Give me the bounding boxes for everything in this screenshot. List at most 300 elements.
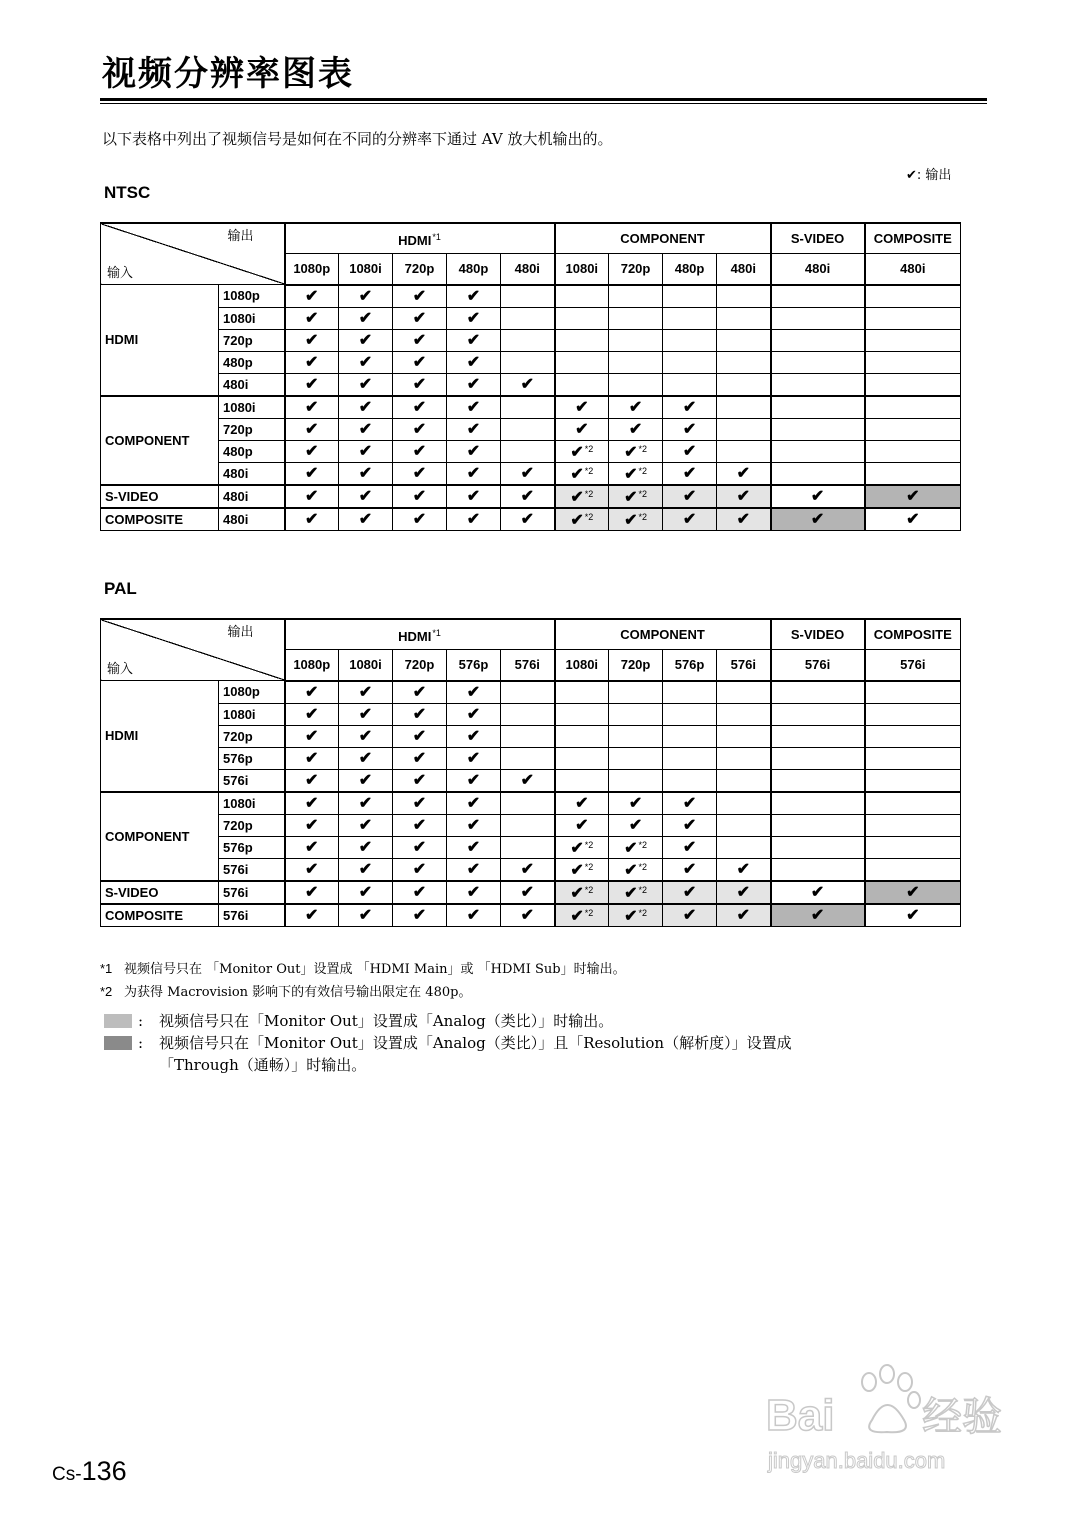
- check-icon: ✔: [305, 398, 319, 416]
- check-icon: ✔: [570, 489, 584, 506]
- output-res-header: 576p: [663, 650, 717, 681]
- output-cell: [393, 881, 447, 904]
- output-cell: [447, 814, 501, 836]
- check-icon: ✔: [412, 838, 427, 856]
- output-cell: [609, 836, 663, 858]
- check-icon: ✔: [305, 331, 319, 349]
- check-icon: ✔: [358, 771, 373, 789]
- check-icon: ✔: [412, 883, 427, 901]
- check-icon: ✔: [305, 487, 319, 505]
- check-icon: ✔: [412, 331, 427, 349]
- check-icon: ✔: [570, 862, 584, 879]
- output-cell: [555, 836, 609, 858]
- output-cell: [717, 351, 771, 373]
- output-cell: [339, 440, 393, 462]
- output-cell: [663, 881, 717, 904]
- check-icon: ✔: [628, 420, 643, 438]
- output-cell: [447, 904, 501, 927]
- input-res-label: 576i: [219, 904, 285, 927]
- output-cell: [285, 904, 339, 927]
- check-icon: ✔: [520, 487, 534, 505]
- check-icon: ✔: [520, 771, 534, 789]
- output-cell: [717, 462, 771, 485]
- output-cell: [501, 881, 555, 904]
- check-icon: ✔: [906, 510, 920, 528]
- table-row: [101, 881, 961, 904]
- check-icon: ✔: [358, 883, 373, 901]
- input-group-label: HDMI: [101, 681, 219, 792]
- output-cell: [285, 725, 339, 747]
- input-res-label: 480i: [219, 508, 285, 531]
- check-icon: ✔: [570, 512, 584, 529]
- output-cell: [663, 485, 717, 508]
- output-cell: [339, 769, 393, 792]
- output-cell: [339, 485, 393, 508]
- input-res-label: 576i: [219, 881, 285, 904]
- output-cell: [865, 836, 961, 858]
- footnote-ref: *2: [638, 466, 647, 476]
- check-icon: ✔: [358, 838, 373, 856]
- output-cell: [865, 462, 961, 485]
- check-icon: ✔: [305, 883, 319, 901]
- input-res-label: 480i: [219, 485, 285, 508]
- footnote-ref: *2: [638, 885, 647, 895]
- output-cell: [771, 329, 865, 351]
- output-cell: [609, 485, 663, 508]
- output-cell: [609, 396, 663, 419]
- check-icon: ✔: [736, 510, 750, 528]
- output-cell: [717, 725, 771, 747]
- output-cell: [501, 307, 555, 329]
- check-icon: ✔: [682, 398, 697, 416]
- table-row: [101, 858, 961, 881]
- check-icon: ✔: [906, 487, 920, 505]
- hdmi-output-header: [285, 619, 555, 650]
- output-cell: [771, 858, 865, 881]
- output-cell: [447, 351, 501, 373]
- output-res-header: 1080i: [555, 650, 609, 681]
- hdmi-header-text: HDMI: [398, 232, 432, 248]
- output-cell: [663, 396, 717, 419]
- output-cell: [609, 814, 663, 836]
- io-corner-cell: [101, 619, 285, 681]
- check-icon: ✔: [736, 860, 750, 878]
- output-cell: [339, 814, 393, 836]
- output-cell: [717, 904, 771, 927]
- check-icon: ✔: [682, 860, 697, 878]
- output-cell: [447, 440, 501, 462]
- output-cell: [555, 329, 609, 351]
- table-row: [101, 681, 961, 704]
- output-axis-label: 输出: [227, 228, 254, 243]
- footnote-2: [100, 981, 626, 1004]
- check-icon: ✔: [466, 331, 481, 349]
- output-cell: [339, 307, 393, 329]
- check-icon: ✔: [358, 420, 373, 438]
- check-icon: ✔: [466, 510, 481, 528]
- check-icon: ✔: [570, 908, 584, 925]
- check-icon: ✔: [305, 794, 319, 812]
- output-res-header: 576i: [501, 650, 555, 681]
- output-cell: [339, 418, 393, 440]
- table-row: [101, 329, 961, 351]
- output-cell: [501, 814, 555, 836]
- footnote-ref: *2: [584, 840, 594, 850]
- output-cell: [771, 462, 865, 485]
- check-icon: ✔: [358, 375, 373, 393]
- output-cell: [447, 373, 501, 396]
- table-row: [101, 440, 961, 462]
- check-icon: ✔: [570, 466, 584, 483]
- check-icon: ✔: [412, 309, 427, 327]
- output-cell: [771, 307, 865, 329]
- output-cell: [501, 747, 555, 769]
- output-cell: [663, 508, 717, 531]
- output-cell: [717, 418, 771, 440]
- composite-output-header: COMPOSITE: [865, 619, 961, 650]
- output-cell: [717, 485, 771, 508]
- shade-key-text: 视频信号只在「Monitor Out」设置成「Analog（类比）」时输出。: [159, 1012, 614, 1030]
- check-icon: ✔: [412, 860, 427, 878]
- output-cell: [285, 881, 339, 904]
- output-cell: [609, 703, 663, 725]
- footnote-ref: *2: [584, 466, 594, 476]
- check-icon: ✔: [682, 794, 697, 812]
- check-icon: ✔: [305, 906, 319, 924]
- output-cell: [717, 307, 771, 329]
- input-group-label: HDMI: [101, 285, 219, 396]
- output-cell: [663, 769, 717, 792]
- output-cell: [339, 351, 393, 373]
- check-icon: ✔: [358, 442, 373, 460]
- output-cell: [393, 814, 447, 836]
- check-icon: ✔: [358, 353, 373, 371]
- output-cell: [609, 904, 663, 927]
- table-row: [101, 814, 961, 836]
- output-cell: [717, 836, 771, 858]
- output-axis-label: 输出: [227, 624, 254, 639]
- table-row: [101, 508, 961, 531]
- output-cell: [285, 462, 339, 485]
- io-corner-cell: [101, 223, 285, 285]
- output-cell: [501, 485, 555, 508]
- check-icon: ✔: [570, 885, 584, 902]
- check-icon: ✔: [810, 883, 825, 901]
- output-cell: [393, 485, 447, 508]
- input-group-label: COMPONENT: [101, 396, 219, 485]
- check-icon: ✔: [412, 442, 427, 460]
- check-icon: ✔: [466, 838, 481, 856]
- check-icon: ✔: [520, 375, 534, 393]
- check-icon: ✔: [305, 287, 319, 305]
- output-cell: [865, 418, 961, 440]
- shade-key-dark: : 视频信号只在「Monitor Out」设置成「Analog（类比）」且「Resolution（解析度）」设置成 「Through（通畅）」时输出。: [104, 1032, 792, 1076]
- output-cell: [865, 285, 961, 308]
- output-cell: [609, 285, 663, 308]
- output-cell: [393, 725, 447, 747]
- output-cell: [339, 681, 393, 704]
- table-row: [101, 285, 961, 308]
- output-cell: [865, 904, 961, 927]
- output-cell: [555, 440, 609, 462]
- output-cell: [717, 373, 771, 396]
- check-icon: ✔: [358, 816, 373, 834]
- check-icon: ✔: [412, 906, 427, 924]
- output-res-header: 480i: [501, 254, 555, 285]
- output-res-header: 1080i: [555, 254, 609, 285]
- check-icon: ✔: [305, 442, 319, 460]
- input-res-label: 720p: [219, 329, 285, 351]
- output-cell: [663, 858, 717, 881]
- output-cell: [663, 351, 717, 373]
- input-res-label: 1080i: [219, 792, 285, 815]
- check-icon: ✔: [305, 420, 319, 438]
- output-cell: [609, 307, 663, 329]
- output-res-header: 720p: [393, 254, 447, 285]
- output-cell: [501, 285, 555, 308]
- check-icon: ✔: [736, 487, 750, 505]
- input-group-label: COMPOSITE: [101, 904, 219, 927]
- check-icon: ✔: [358, 309, 373, 327]
- input-axis-label: 输入: [107, 661, 134, 676]
- output-cell: [771, 769, 865, 792]
- output-cell: [771, 351, 865, 373]
- output-cell: [609, 881, 663, 904]
- output-cell: [865, 681, 961, 704]
- check-icon: ✔: [466, 375, 481, 393]
- output-cell: [609, 747, 663, 769]
- paw-icon: [862, 1365, 920, 1432]
- footnote-ref: *2: [584, 862, 594, 872]
- output-res-header: 720p: [609, 650, 663, 681]
- output-cell: [393, 329, 447, 351]
- check-icon: ✔: [810, 487, 825, 505]
- output-cell: [771, 725, 865, 747]
- output-cell: [771, 904, 865, 927]
- table-row: [101, 462, 961, 485]
- output-cell: [339, 462, 393, 485]
- output-cell: [663, 373, 717, 396]
- output-cell: [447, 769, 501, 792]
- footnote-ref: *2: [584, 444, 594, 454]
- output-cell: [393, 307, 447, 329]
- output-cell: [339, 881, 393, 904]
- output-cell: [447, 329, 501, 351]
- output-cell: [717, 681, 771, 704]
- check-icon: ✔: [358, 727, 373, 745]
- check-icon: ✔: [305, 309, 319, 327]
- output-cell: [555, 814, 609, 836]
- check-icon: ✔: [575, 398, 589, 416]
- check-icon: ✔: [305, 749, 319, 767]
- output-cell: [285, 307, 339, 329]
- check-icon: ✔: [412, 487, 427, 505]
- output-cell: [501, 769, 555, 792]
- output-cell: [447, 681, 501, 704]
- check-icon: ✔: [624, 908, 638, 925]
- output-cell: [501, 508, 555, 531]
- output-cell: [771, 285, 865, 308]
- output-cell: [285, 285, 339, 308]
- output-cell: [555, 904, 609, 927]
- input-res-label: 480p: [219, 440, 285, 462]
- check-icon: ✔: [358, 510, 373, 528]
- output-cell: [609, 508, 663, 531]
- check-icon: ✔: [466, 906, 481, 924]
- input-group-label: S-VIDEO: [101, 485, 219, 508]
- output-cell: [865, 373, 961, 396]
- input-group-label: COMPOSITE: [101, 508, 219, 531]
- check-icon: ✔: [358, 860, 373, 878]
- output-cell: [447, 418, 501, 440]
- check-icon: ✔: [466, 464, 481, 482]
- output-cell: [771, 747, 865, 769]
- check-icon: ✔: [305, 771, 319, 789]
- pal-label: PAL: [104, 579, 137, 598]
- output-cell: [501, 681, 555, 704]
- check-icon: ✔: [466, 442, 481, 460]
- svg-text:jingyan.baidu.com: jingyan.baidu.com: [768, 1448, 946, 1473]
- output-cell: [447, 703, 501, 725]
- input-res-label: 480i: [219, 462, 285, 485]
- footnote-key: *1: [100, 961, 113, 976]
- check-icon: ✔: [575, 420, 589, 438]
- output-cell: [717, 285, 771, 308]
- output-cell: [501, 462, 555, 485]
- check-icon: ✔: [305, 683, 319, 701]
- footnote-ref: *2: [584, 512, 594, 522]
- output-cell: [393, 373, 447, 396]
- input-res-label: 576i: [219, 769, 285, 792]
- output-cell: [771, 836, 865, 858]
- output-legend: [906, 164, 951, 183]
- output-cell: [865, 329, 961, 351]
- check-icon: ✔: [412, 375, 427, 393]
- output-cell: [865, 351, 961, 373]
- output-cell: [393, 792, 447, 815]
- output-cell: [555, 485, 609, 508]
- check-icon: ✔: [520, 510, 534, 528]
- output-cell: [285, 440, 339, 462]
- output-res-header: 576p: [447, 650, 501, 681]
- output-cell: [663, 462, 717, 485]
- output-cell: [501, 440, 555, 462]
- input-res-label: 1080i: [219, 307, 285, 329]
- output-cell: [501, 329, 555, 351]
- check-icon: ✔: [906, 883, 920, 901]
- output-cell: [609, 725, 663, 747]
- shade-key-light: : 视频信号只在「Monitor Out」设置成「Analog（类比）」时输出。: [104, 1010, 792, 1032]
- output-cell: [663, 329, 717, 351]
- light-shade-swatch: [104, 1014, 132, 1028]
- output-cell: [865, 485, 961, 508]
- check-icon: ✔: [412, 464, 427, 482]
- table-row: [101, 836, 961, 858]
- footnote-ref: *1: [432, 627, 441, 638]
- footnote-ref: *2: [584, 908, 594, 918]
- output-cell: [501, 792, 555, 815]
- check-icon: ✔: [358, 683, 373, 701]
- output-cell: [609, 858, 663, 881]
- check-icon: ✔: [412, 287, 427, 305]
- table-row: [101, 904, 961, 927]
- check-icon: ✔: [412, 749, 427, 767]
- check-icon: ✔: [466, 749, 481, 767]
- output-cell: [285, 858, 339, 881]
- output-cell: [555, 858, 609, 881]
- check-icon: ✔: [624, 885, 638, 902]
- output-cell: [663, 307, 717, 329]
- output-res-header: 576i: [717, 650, 771, 681]
- output-cell: [447, 485, 501, 508]
- output-res-header: 576i: [771, 650, 865, 681]
- output-cell: [285, 681, 339, 704]
- check-icon: ✔: [466, 287, 481, 305]
- table-row: [101, 396, 961, 419]
- footnote-ref: *2: [584, 489, 594, 499]
- output-res-header: 480p: [447, 254, 501, 285]
- output-cell: [501, 351, 555, 373]
- check-icon: ✔: [466, 683, 481, 701]
- svg-text:Bai: Bai: [766, 1391, 835, 1440]
- output-cell: [663, 792, 717, 815]
- output-cell: [865, 703, 961, 725]
- output-cell: [339, 508, 393, 531]
- check-icon: ✔: [412, 683, 427, 701]
- output-cell: [865, 440, 961, 462]
- output-cell: [555, 462, 609, 485]
- output-cell: [285, 769, 339, 792]
- pal-resolution-table: [100, 618, 961, 927]
- output-cell: [393, 836, 447, 858]
- output-cell: [339, 725, 393, 747]
- output-cell: [447, 462, 501, 485]
- output-cell: [555, 508, 609, 531]
- check-icon: ✔: [906, 168, 917, 183]
- check-icon: ✔: [682, 442, 697, 460]
- output-cell: [771, 881, 865, 904]
- input-res-label: 576i: [219, 858, 285, 881]
- footnote-ref: *2: [638, 512, 647, 522]
- output-cell: [501, 836, 555, 858]
- output-cell: [339, 904, 393, 927]
- output-cell: [865, 881, 961, 904]
- output-cell: [609, 329, 663, 351]
- output-cell: [771, 792, 865, 815]
- output-cell: [447, 881, 501, 904]
- input-axis-label: 输入: [107, 265, 134, 280]
- title-rule-thick: [100, 98, 987, 101]
- check-icon: ✔: [628, 398, 643, 416]
- check-icon: ✔: [305, 727, 319, 745]
- check-icon: ✔: [305, 816, 319, 834]
- output-cell: [447, 747, 501, 769]
- check-icon: ✔: [466, 727, 481, 745]
- check-icon: ✔: [466, 398, 481, 416]
- output-cell: [285, 814, 339, 836]
- check-icon: ✔: [682, 883, 697, 901]
- footnote-ref: *2: [638, 862, 647, 872]
- check-icon: ✔: [624, 840, 638, 857]
- component-output-header: COMPONENT: [555, 619, 771, 650]
- output-cell: [555, 307, 609, 329]
- output-cell: [717, 792, 771, 815]
- footnote-text: 为获得 Macrovision 影响下的有效信号输出限定在 480p。: [124, 985, 472, 1000]
- check-icon: ✔: [570, 444, 584, 461]
- table-row: [101, 725, 961, 747]
- output-cell: [663, 440, 717, 462]
- output-cell: [609, 462, 663, 485]
